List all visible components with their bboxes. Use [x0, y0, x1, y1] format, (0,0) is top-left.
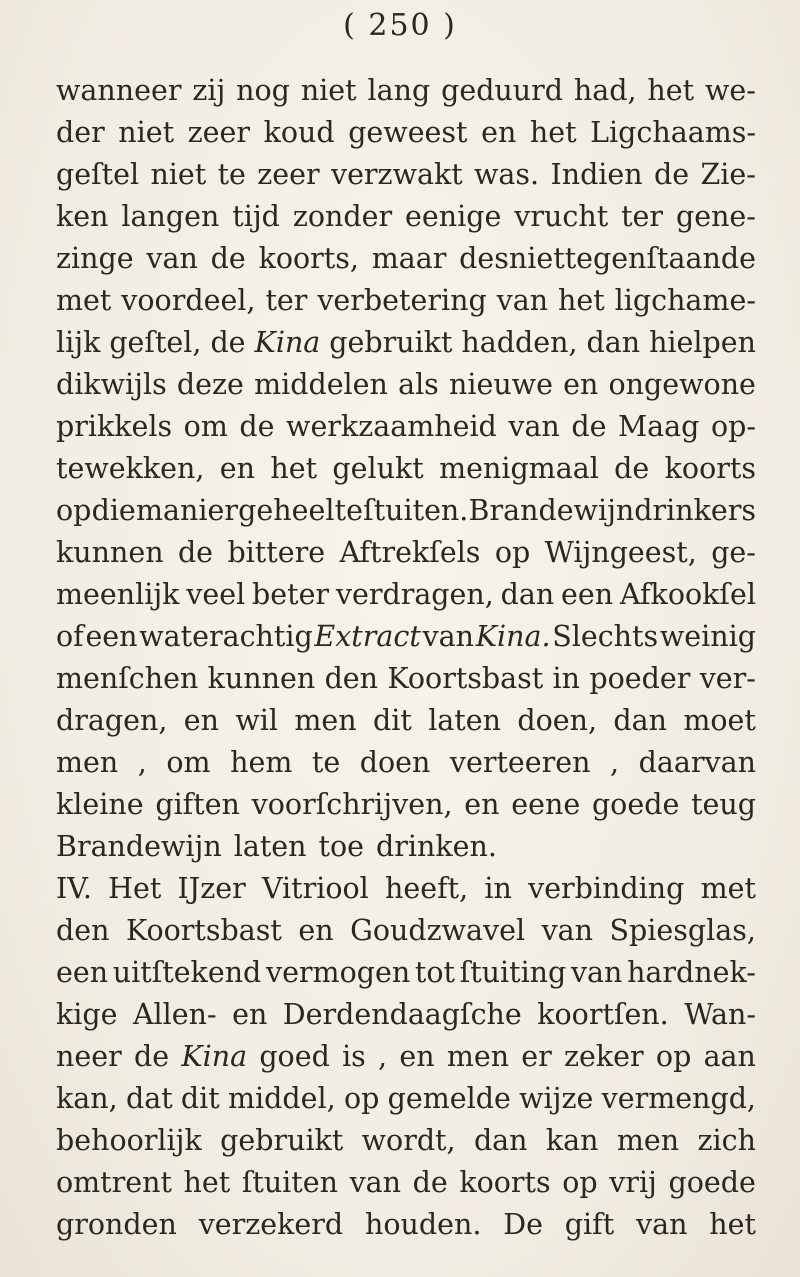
word: te: [334, 494, 363, 527]
word: om: [166, 746, 211, 779]
word: we-: [704, 74, 756, 107]
word: en: [399, 1040, 435, 1073]
text-line: [56, 826, 756, 868]
word: op-: [710, 410, 756, 443]
word: om: [183, 410, 228, 443]
word: als: [398, 368, 439, 401]
word: tot: [414, 956, 455, 989]
text-line: [56, 994, 756, 1036]
text-line: [56, 406, 756, 448]
word: deze: [176, 368, 244, 401]
word: kunnen: [56, 536, 164, 569]
word: ge-: [711, 536, 756, 569]
word: is: [342, 1040, 366, 1073]
word: Aftrekſels: [339, 536, 481, 569]
body-text: [56, 70, 756, 1246]
word: verdragen,: [335, 578, 494, 611]
word: en: [183, 704, 219, 737]
word: ken: [56, 200, 109, 233]
word: niet: [300, 74, 357, 107]
word: van: [146, 242, 198, 275]
text-line: [56, 574, 756, 616]
word: langen: [121, 200, 220, 233]
word: niet: [118, 116, 175, 149]
word: op: [562, 1166, 598, 1199]
word: en: [232, 998, 268, 1031]
word: zeer: [187, 116, 251, 149]
text-line: [56, 238, 756, 280]
text-line: [56, 364, 756, 406]
word: geweest: [348, 116, 468, 149]
word: waterachtig: [139, 620, 313, 653]
word: verbetering: [317, 284, 487, 317]
word: van: [349, 1166, 402, 1199]
page-number: ( 250 ): [343, 8, 457, 43]
word: koorts: [664, 452, 756, 485]
word: er: [521, 1040, 552, 1073]
word: zeker: [564, 1040, 644, 1073]
text-line: [56, 616, 756, 658]
word: den: [56, 914, 110, 947]
word: koud: [263, 116, 335, 149]
word: daarvan: [638, 746, 756, 779]
word: op: [655, 1040, 692, 1073]
word: van: [570, 956, 623, 989]
word: wanneer: [56, 74, 182, 107]
text-line: [56, 532, 756, 574]
word: hadden,: [461, 326, 578, 359]
word: geheel: [238, 494, 335, 527]
word: desniettegenſtaande: [459, 242, 756, 275]
word: op: [494, 536, 531, 569]
word: toe: [318, 830, 364, 863]
word: doen,: [517, 704, 598, 737]
word: vrij: [609, 1166, 657, 1199]
word: manier: [135, 494, 238, 527]
word: of: [56, 620, 84, 653]
word: men: [294, 704, 357, 737]
word: kunnen: [207, 662, 316, 695]
word: koortſen.: [537, 998, 669, 1031]
word: lang: [367, 74, 431, 107]
word: te: [217, 158, 246, 191]
word: het: [558, 284, 605, 317]
word: het: [709, 1208, 756, 1241]
text-line: [56, 700, 756, 742]
word: kige: [56, 998, 118, 1031]
word: werkzaamheid: [286, 410, 497, 443]
text-line: [56, 868, 756, 910]
word: zeer: [257, 158, 320, 191]
text-line: [56, 1162, 756, 1204]
word: de: [412, 1166, 448, 1199]
word: laten: [233, 830, 307, 863]
word: ſtuiten.: [363, 494, 469, 527]
word: in: [484, 872, 512, 905]
word: gebruikt: [220, 1124, 344, 1157]
text-line: [56, 910, 756, 952]
word: teug: [691, 788, 756, 821]
word: van: [635, 1208, 688, 1241]
word: zich: [697, 1124, 756, 1157]
word: uitſtekend: [112, 956, 262, 989]
word: Derdendaagſche: [282, 998, 522, 1031]
word: Kina.: [475, 620, 551, 653]
word: aan: [703, 1040, 756, 1073]
word: men: [446, 1040, 510, 1073]
word: menigmaal: [439, 452, 599, 485]
word: verteeren: [449, 746, 591, 779]
text-line: [56, 280, 756, 322]
word: het: [529, 116, 577, 149]
word: ,: [610, 746, 620, 779]
word: de: [133, 1040, 170, 1073]
word: nieuwe: [448, 368, 553, 401]
word: vermengd,: [601, 1082, 756, 1115]
word: Zie-: [700, 158, 756, 191]
word: meenlijk: [56, 578, 180, 611]
word: geduurd: [441, 74, 564, 107]
word: hardnek-: [627, 956, 756, 989]
word: der: [56, 116, 105, 149]
word: giften: [155, 788, 240, 821]
word: wil: [235, 704, 278, 737]
word: tewekken,: [56, 452, 205, 485]
word: dan: [473, 1124, 528, 1157]
word: het: [270, 452, 318, 485]
word: ter: [621, 200, 664, 233]
word: Kina: [254, 326, 321, 359]
word: veel: [186, 578, 246, 611]
word: Wijngeest,: [544, 536, 697, 569]
word: behoorlijk: [56, 1124, 202, 1157]
text-line: [56, 658, 756, 700]
word: moet: [683, 704, 756, 737]
word: Maag: [617, 410, 700, 443]
word: met: [700, 872, 756, 905]
word: te: [311, 746, 341, 779]
text-line: [56, 1078, 756, 1120]
word: Slechts: [552, 620, 659, 653]
word: Vitriool: [261, 872, 369, 905]
word: gift: [564, 1208, 615, 1241]
word: dan: [586, 326, 641, 359]
word: houden.: [365, 1208, 482, 1241]
word: met: [56, 284, 112, 317]
word: dikwijls: [56, 368, 167, 401]
word: Brandewijndrinkers: [468, 494, 756, 527]
word: in: [552, 662, 581, 695]
word: de: [614, 452, 650, 485]
word: het: [183, 1166, 231, 1199]
word: weinig: [659, 620, 756, 653]
word: IJzer: [177, 872, 246, 905]
text-line: [56, 742, 756, 784]
word: dan: [500, 578, 555, 611]
word: kan,: [56, 1082, 118, 1115]
word: goede: [591, 788, 680, 821]
word: middelen: [254, 368, 388, 401]
word: gemelde: [387, 1082, 511, 1115]
word: het: [647, 74, 695, 107]
word: en: [219, 452, 255, 485]
text-line: [56, 1036, 756, 1078]
word: ver-: [699, 662, 756, 695]
text-line: [56, 490, 756, 532]
word: omtrent: [56, 1166, 172, 1199]
word: verzwakt: [330, 158, 463, 191]
word: ſtuiting: [459, 956, 567, 989]
word: hem: [230, 746, 293, 779]
word: een: [85, 620, 138, 653]
text-line: [56, 1204, 756, 1246]
word: die: [91, 494, 136, 527]
word: Het: [108, 872, 162, 905]
text-line: [56, 322, 756, 364]
word: lijk: [56, 326, 101, 359]
word: wijze: [519, 1082, 594, 1115]
word: Ligchaams-: [590, 116, 756, 149]
word: zonder: [292, 200, 393, 233]
word: ,: [378, 1040, 388, 1073]
word: dit: [373, 704, 412, 737]
word: de: [239, 410, 275, 443]
word: ligchame-: [614, 284, 756, 317]
text-line: [56, 112, 756, 154]
word: dan: [613, 704, 667, 737]
word: op: [56, 494, 92, 527]
word: Indien: [550, 158, 643, 191]
word: hielpen: [649, 326, 756, 359]
word: poeder: [589, 662, 691, 695]
word: beter: [252, 578, 330, 611]
word: doen: [359, 746, 431, 779]
word: en: [298, 914, 334, 947]
text-line: [56, 1120, 756, 1162]
word: ongewone: [608, 368, 756, 401]
word: kan: [545, 1124, 599, 1157]
word: gebruikt: [329, 326, 453, 359]
word: dat: [125, 1082, 173, 1115]
word: men: [56, 746, 119, 779]
word: ſtuiten: [241, 1166, 338, 1199]
word: eenige: [405, 200, 502, 233]
word: Afkookſel: [619, 578, 756, 611]
word: de: [210, 326, 246, 359]
word: tijd: [232, 200, 280, 233]
word: de: [571, 410, 607, 443]
word: wordt,: [361, 1124, 456, 1157]
text-line: [56, 70, 756, 112]
text-line: [56, 448, 756, 490]
word: goed: [259, 1040, 330, 1073]
word: Spiesglas,: [609, 914, 756, 947]
word: Wan-: [684, 998, 756, 1031]
word: maar: [371, 242, 447, 275]
word: nog: [236, 74, 290, 107]
word: verbinding: [528, 872, 685, 905]
word: verzekerd: [198, 1208, 344, 1241]
word: Brandewijn: [56, 830, 222, 863]
word: bittere: [227, 536, 326, 569]
word: vermogen: [265, 956, 411, 989]
word: goede: [668, 1166, 756, 1199]
text-line: [56, 196, 756, 238]
word: vrucht: [514, 200, 609, 233]
word: geſtel,: [109, 326, 202, 359]
word: middel,: [228, 1082, 336, 1115]
word: en: [464, 788, 500, 821]
word: den: [324, 662, 379, 695]
word: zij: [192, 74, 226, 107]
word: kleine: [56, 788, 144, 821]
word: voorſchrijven,: [251, 788, 453, 821]
word: gene-: [675, 200, 756, 233]
word: zinge: [56, 242, 134, 275]
word: laten: [428, 704, 501, 737]
word: ter: [265, 284, 308, 317]
word: en: [481, 116, 517, 149]
word: drinken.: [376, 830, 497, 863]
word: prikkels: [56, 410, 173, 443]
word: dragen,: [56, 704, 168, 737]
word: de: [210, 242, 246, 275]
word: van: [422, 620, 474, 653]
word: van: [508, 410, 560, 443]
word: Extract: [314, 620, 421, 653]
word: men: [616, 1124, 680, 1157]
word: gelukt: [332, 452, 424, 485]
word: van: [541, 914, 594, 947]
word: koorts,: [258, 242, 359, 275]
word: eene: [511, 788, 581, 821]
word: voordeel,: [121, 284, 256, 317]
word: Goudzwavel: [350, 914, 526, 947]
word: de: [177, 536, 214, 569]
word: Koortsbast: [125, 914, 282, 947]
word: menſchen: [56, 662, 199, 695]
word: heeft,: [385, 872, 469, 905]
word: dit: [180, 1082, 220, 1115]
word: IV.: [56, 872, 92, 905]
word: geſtel: [56, 158, 140, 191]
word: op: [343, 1082, 380, 1115]
word: en: [563, 368, 599, 401]
word: van: [496, 284, 549, 317]
word: neer: [56, 1040, 122, 1073]
word: een: [561, 578, 614, 611]
word: een: [56, 956, 109, 989]
word: gronden: [56, 1208, 177, 1241]
word: was.: [474, 158, 540, 191]
word: had,: [573, 74, 637, 107]
word: ,: [137, 746, 147, 779]
text-line: [56, 952, 756, 994]
word: koorts: [459, 1166, 551, 1199]
word: de: [654, 158, 690, 191]
text-line: [56, 154, 756, 196]
word: Kina: [181, 1040, 248, 1073]
word: niet: [150, 158, 207, 191]
text-line: [56, 784, 756, 826]
word: De: [503, 1208, 543, 1241]
word: Koortsbast: [387, 662, 544, 695]
word: Allen-: [132, 998, 217, 1031]
